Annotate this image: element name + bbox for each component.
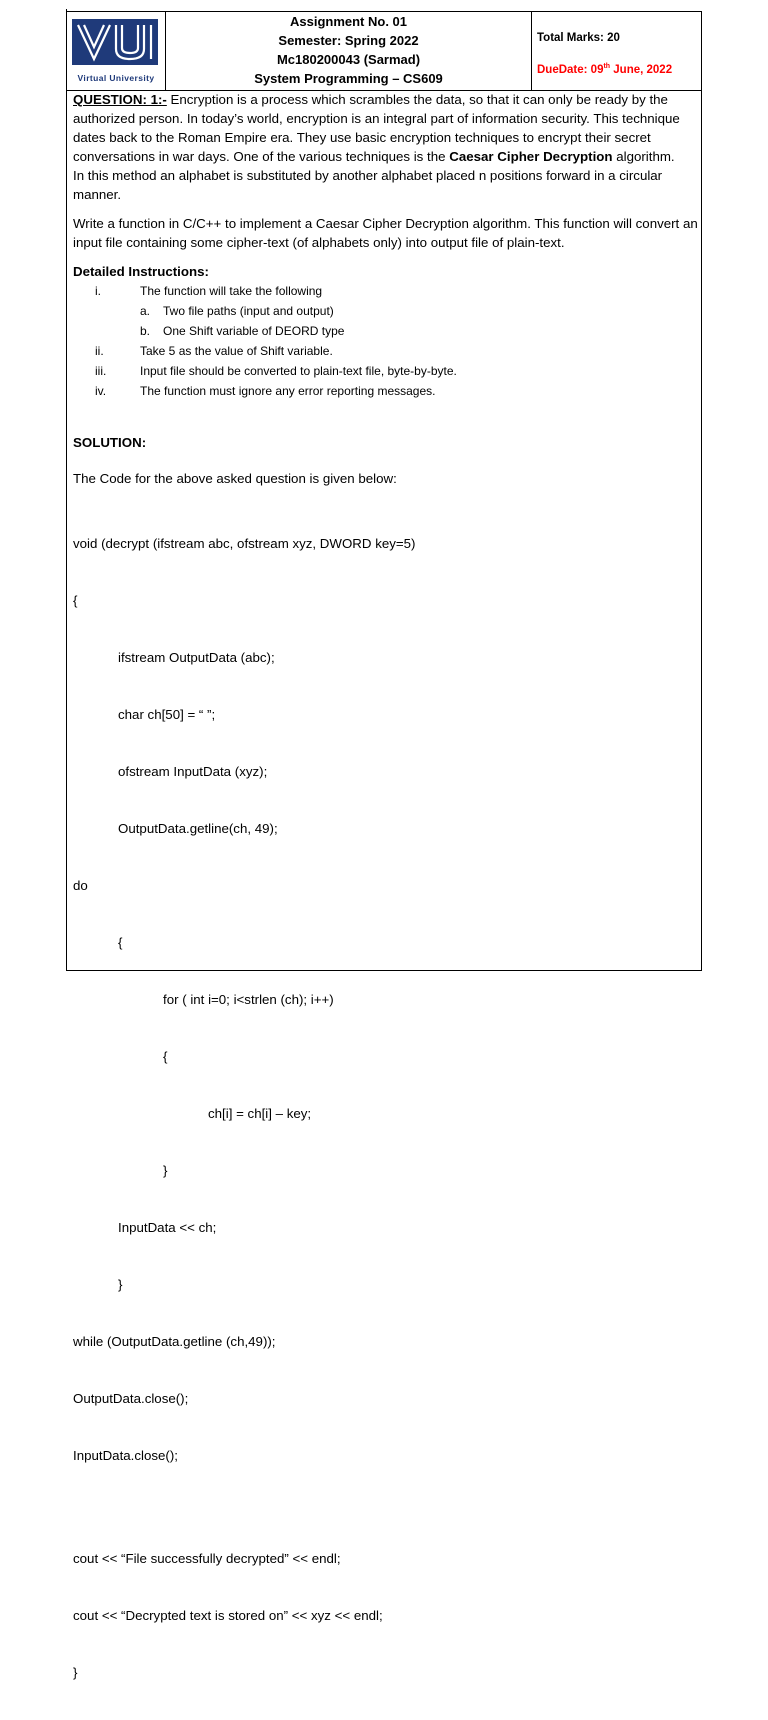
title-cell — [166, 11, 532, 90]
list-item: iv. The function must ignore any error reporting messages. — [95, 384, 436, 398]
code-line: for ( int i=0; i<strlen (ch); i++) — [163, 992, 334, 1007]
instructions-list — [73, 281, 701, 401]
code-line: InputData << ch; — [118, 1220, 217, 1235]
code-line: ch[i] = ch[i] – key; — [208, 1106, 312, 1121]
code-line: OutputData.getline(ch, 49); — [118, 821, 278, 836]
logo-lettering: VU — [115, 63, 117, 64]
vu-logo — [72, 19, 158, 65]
code-line: ifstream OutputData (abc); — [118, 650, 275, 665]
code-line: } — [118, 1277, 123, 1292]
solution-intro: The Code for the above asked question is given below: — [73, 471, 397, 486]
list-item: i. The function will take the following — [95, 284, 323, 298]
code-line: cout << “Decrypted text is stored on” << xyz << endl; — [73, 1608, 383, 1623]
course-title: System Programming – CS609 — [254, 71, 443, 86]
code-line: do — [73, 878, 88, 893]
code-line: { — [73, 593, 78, 608]
caesar-highlight: Caesar Cipher Decryption — [449, 149, 613, 164]
list-item: iii. Input file should be converted to plain-text file, byte-by-byte. — [95, 364, 457, 378]
list-item: a. Two file paths (input and output) — [140, 304, 334, 318]
code-line: { — [163, 1049, 168, 1064]
question-paragraph: QUESTION: 1:- Encryption is a process which scrambles the data, so that it can only be ready by the authorized person. In today’s world, encryption is an integral part of information security. This technique dates back to the Roman Empire era. They use basic encryption techniques to encrypt their secret conversations in war days. One of the various techniques is the Caesar Cipher Decryption algorithm. — [73, 92, 680, 164]
marks-cell — [532, 11, 702, 90]
code-line: { — [118, 935, 123, 950]
assignment-title: Assignment No. 01 — [289, 14, 408, 29]
code-line: while (OutputData.getline (ch,49)); — [73, 1334, 276, 1349]
logo-cell — [66, 11, 166, 90]
code-line: } — [73, 1665, 78, 1680]
solution-heading: SOLUTION: — [73, 435, 147, 450]
header-table — [66, 11, 702, 91]
list-item: ii. Take 5 as the value of Shift variable. — [95, 344, 333, 358]
code-line: InputData.close(); — [73, 1448, 178, 1463]
code-line: } — [163, 1163, 168, 1178]
due-date: DueDate: 09th June, 2022 — [537, 63, 673, 76]
list-item: b. One Shift variable of DEORD type — [140, 324, 345, 338]
instructions-heading: Detailed Instructions: — [73, 264, 209, 279]
method-paragraph: In this method an alphabet is substituted by another alphabet placed n positions forward in a circular manner. — [73, 168, 663, 202]
code-line: cout << “File successfully decrypted” << endl; — [73, 1551, 341, 1566]
total-marks: Total Marks: 20 — [537, 32, 620, 44]
student-id: Mc180200043 (Sarmad) — [276, 52, 421, 67]
assignment-body — [73, 90, 701, 1720]
task-paragraph: Write a function in C/C++ to implement a Caesar Cipher Decryption algorithm. This function will convert an input file containing some cipher-text (of alphabets only) into output file of plain-text. — [73, 216, 698, 250]
code-line: ofstream InputData (xyz); — [118, 764, 268, 779]
code-line: void (decrypt (ifstream abc, ofstream xyz, DWORD key=5) — [73, 536, 416, 551]
semester-title: Semester: Spring 2022 — [278, 33, 419, 48]
code-block — [73, 496, 701, 1720]
question-label: QUESTION: 1:- — [73, 92, 167, 107]
code-line: char ch[50] = “ ”; — [118, 707, 216, 722]
logo-caption: Virtual University — [77, 73, 155, 83]
code-line: OutputData.close(); — [73, 1391, 189, 1406]
